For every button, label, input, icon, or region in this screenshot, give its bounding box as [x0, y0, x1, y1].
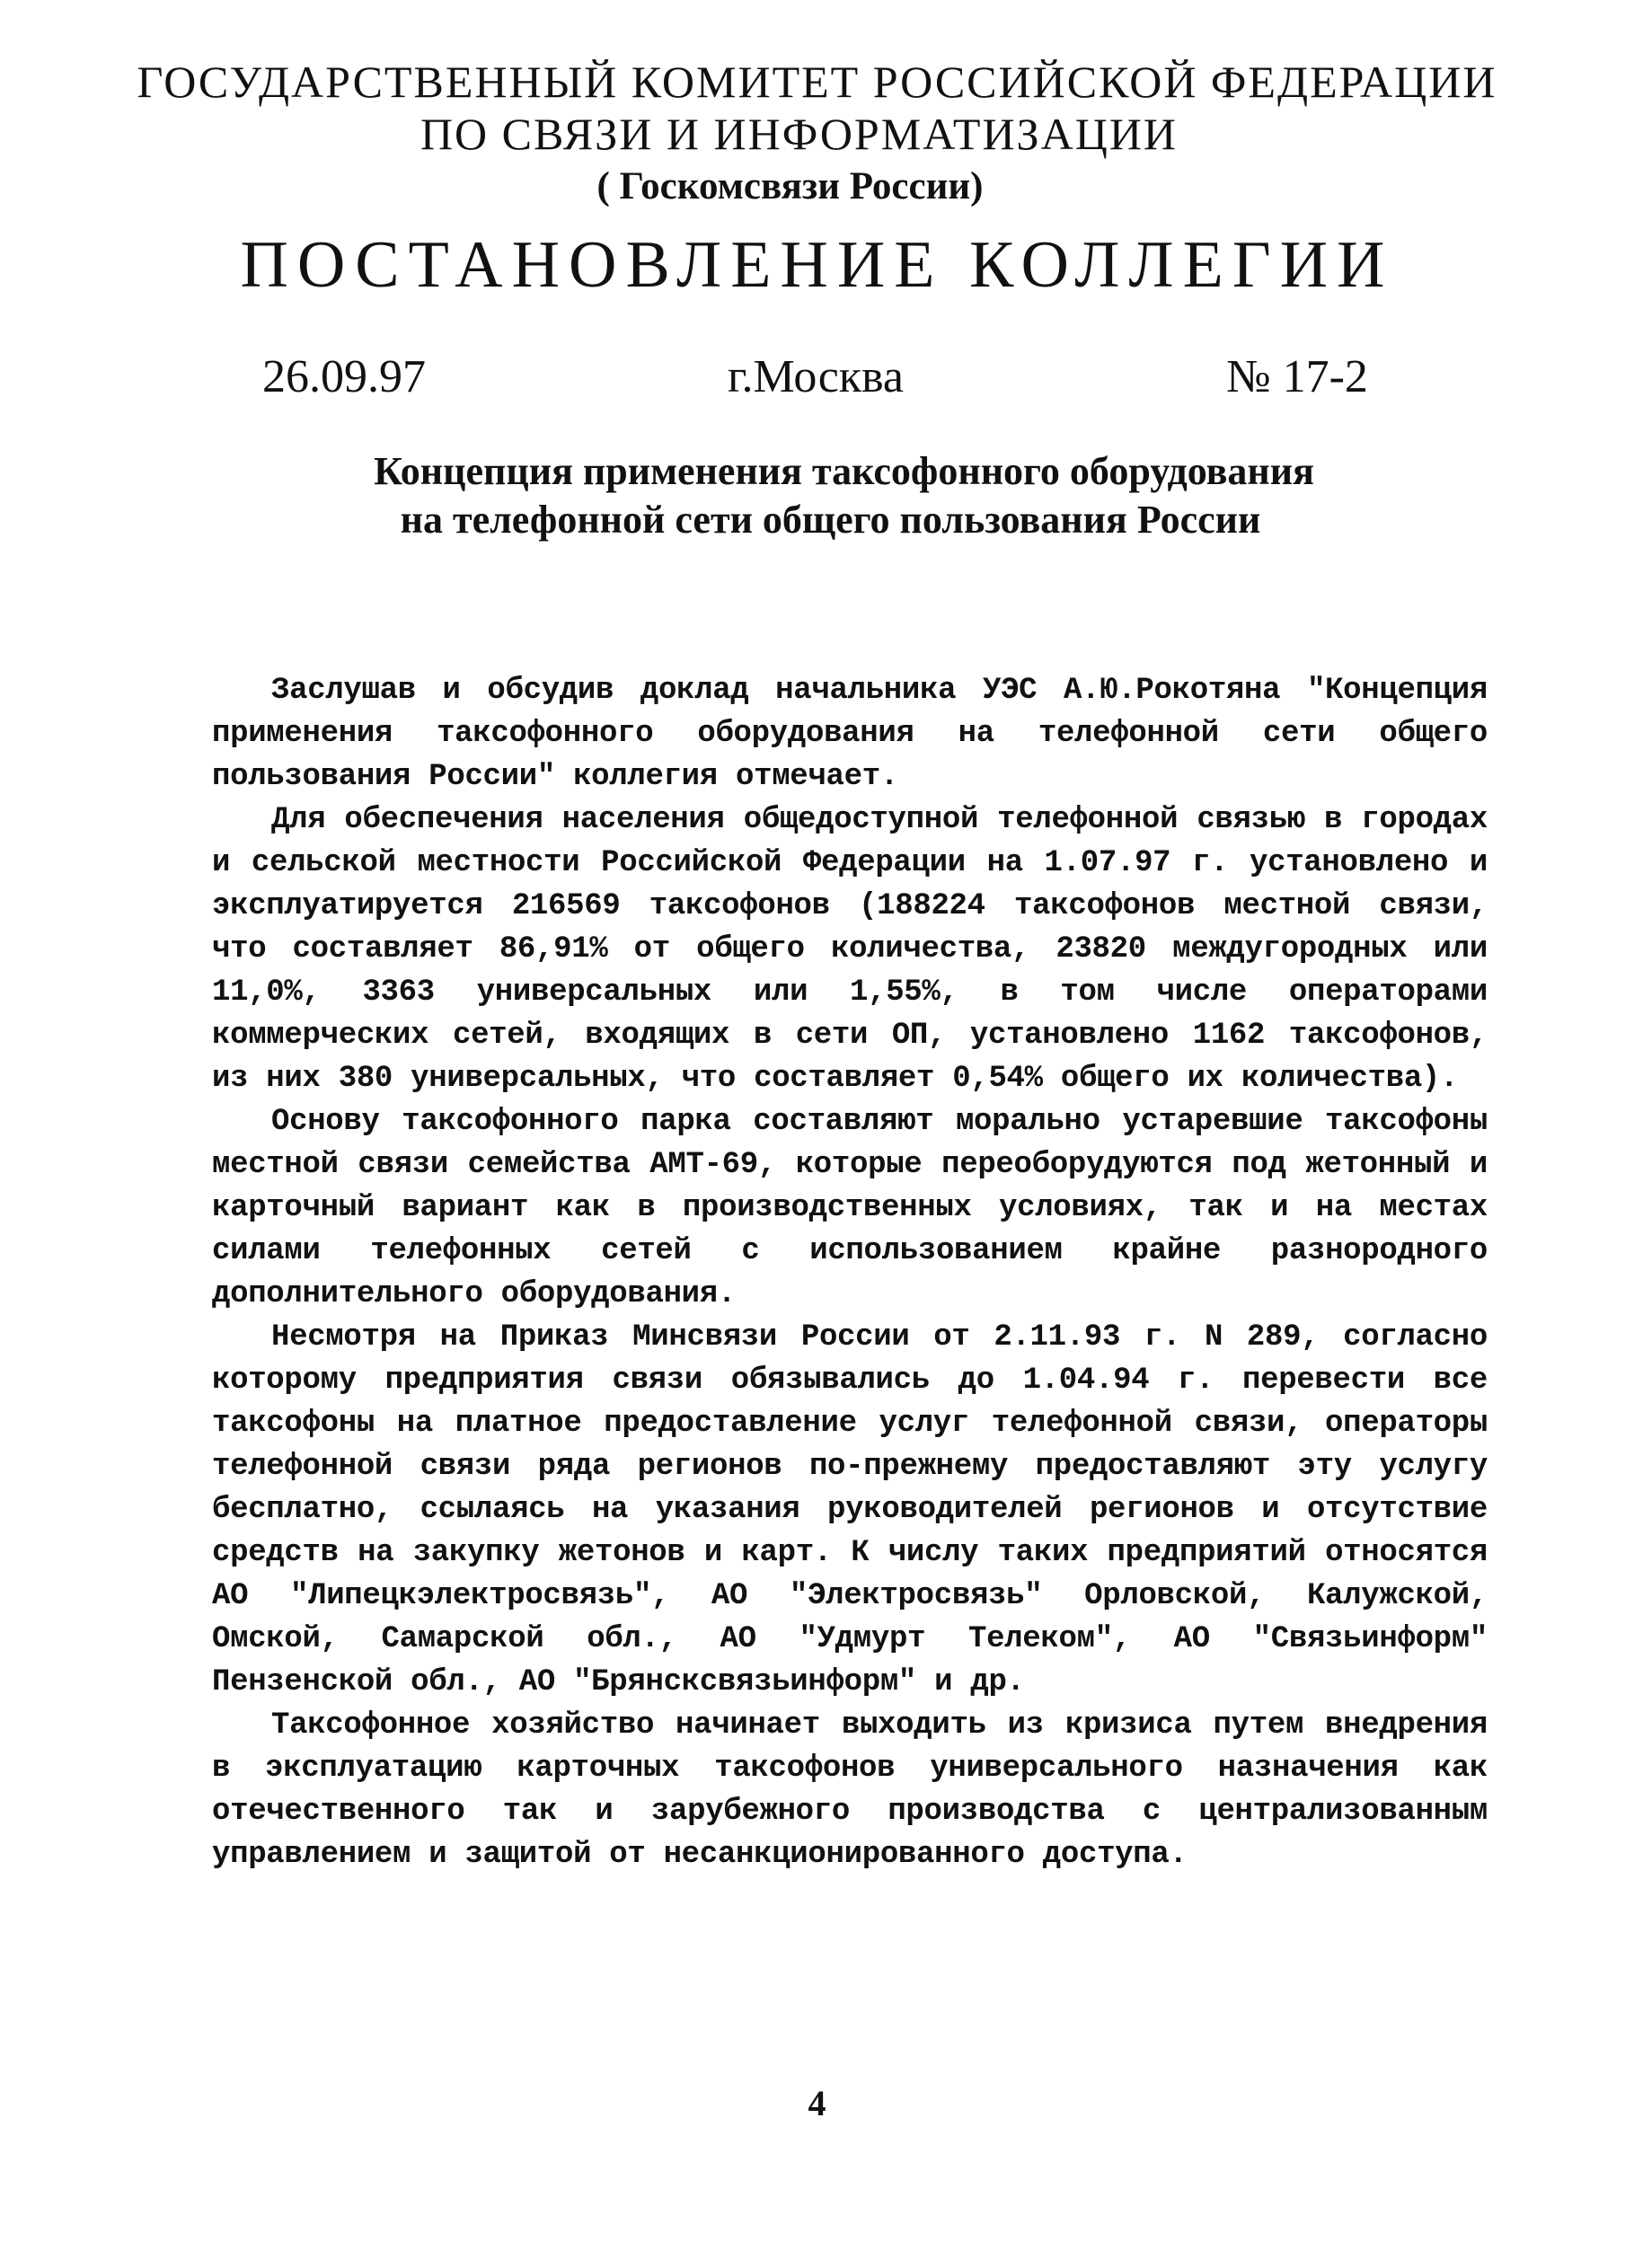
issuer-short-name: ( Госкомсвязи России)	[596, 165, 984, 207]
paragraph: Для обеспечения населения общедоступной телефонной связью в городах и сельской местности Российской Федерации на 1.07.97 г. установлено и эксплуатируется 216569 таксофонов (188224 таксофонов местной связи, что составляет 86,91% от общего количества, 23820 междугородных или 11,0%, 3363 универсальных или 1,55%, в том числе операторами коммерческих сетей, входящих в сети ОП, установлено 1162 таксофонов, из них 380 универсальных, что составляет 0,54% общего их количества).	[212, 803, 1488, 1096]
document-city: г.Москва	[728, 351, 904, 402]
page-number: 4	[808, 2083, 826, 2123]
paragraph: Таксофонное хозяйство начинает выходить из кризиса путем внедрения в эксплуатацию карточных таксофонов универсального назначения как отечественного так и зарубежного производства с централизованным управлением и защитой от несанкционированного доступа.	[212, 1708, 1488, 1872]
document-date: 26.09.97	[262, 351, 426, 402]
subject-line2: на телефонной сети общего пользования России	[400, 498, 1261, 542]
document-title: ПОСТАНОВЛЕНИЕ КОЛЛЕГИИ	[240, 228, 1394, 302]
paragraph: Несмотря на Приказ Минсвязи России от 2.11.93 г. N 289, согласно которому предприятия связи обязывались до 1.04.94 г. перевести все таксофоны на платное предоставление услуг телефонной связи, операторы телефонной связи ряда регионов по-прежнему предоставляют эту услугу бесплатно, ссылаясь на указания руководителей регионов и отсутствие средств на закупку жетонов и карт. К числу таких предприятий относятся АО "Липецкэлектросвязь", АО "Электросвязь" Орловской, Калужской, Омской, Самарской обл., АО "Удмурт Телеком", АО "Связьинформ" Пензенской обл., АО "Брянсксвязьинформ" и др.	[212, 1320, 1488, 1699]
document-number: № 17-2	[1226, 351, 1368, 402]
issuer-name-line2: ПО СВЯЗИ И ИНФОРМАТИЗАЦИИ	[420, 109, 1179, 159]
subject-line1: Концепция применения таксофонного оборудования	[374, 449, 1314, 493]
issuer-header	[0, 56, 1634, 214]
paragraph: Основу таксофонного парка составляют морально устаревшие таксофоны местной связи семейства АМТ-69, которые переоборудуются под жетонный и карточный вариант как в производственных условиях, так и на местах силами телефонных сетей с использованием крайне разнородного дополнительного оборудования.	[212, 1105, 1488, 1311]
issuer-name-line1: ГОСУДАРСТВЕННЫЙ КОМИТЕТ РОССИЙСКОЙ ФЕДЕРАЦИИ	[137, 57, 1497, 107]
document-body	[212, 669, 1488, 1876]
document-subject	[0, 447, 1634, 544]
paragraph: Заслушав и обсудив доклад начальника УЭС А.Ю.Рокотяна "Концепция применения таксофонного оборудования на телефонной сети общего пользования России" коллегия отмечает.	[212, 674, 1488, 794]
